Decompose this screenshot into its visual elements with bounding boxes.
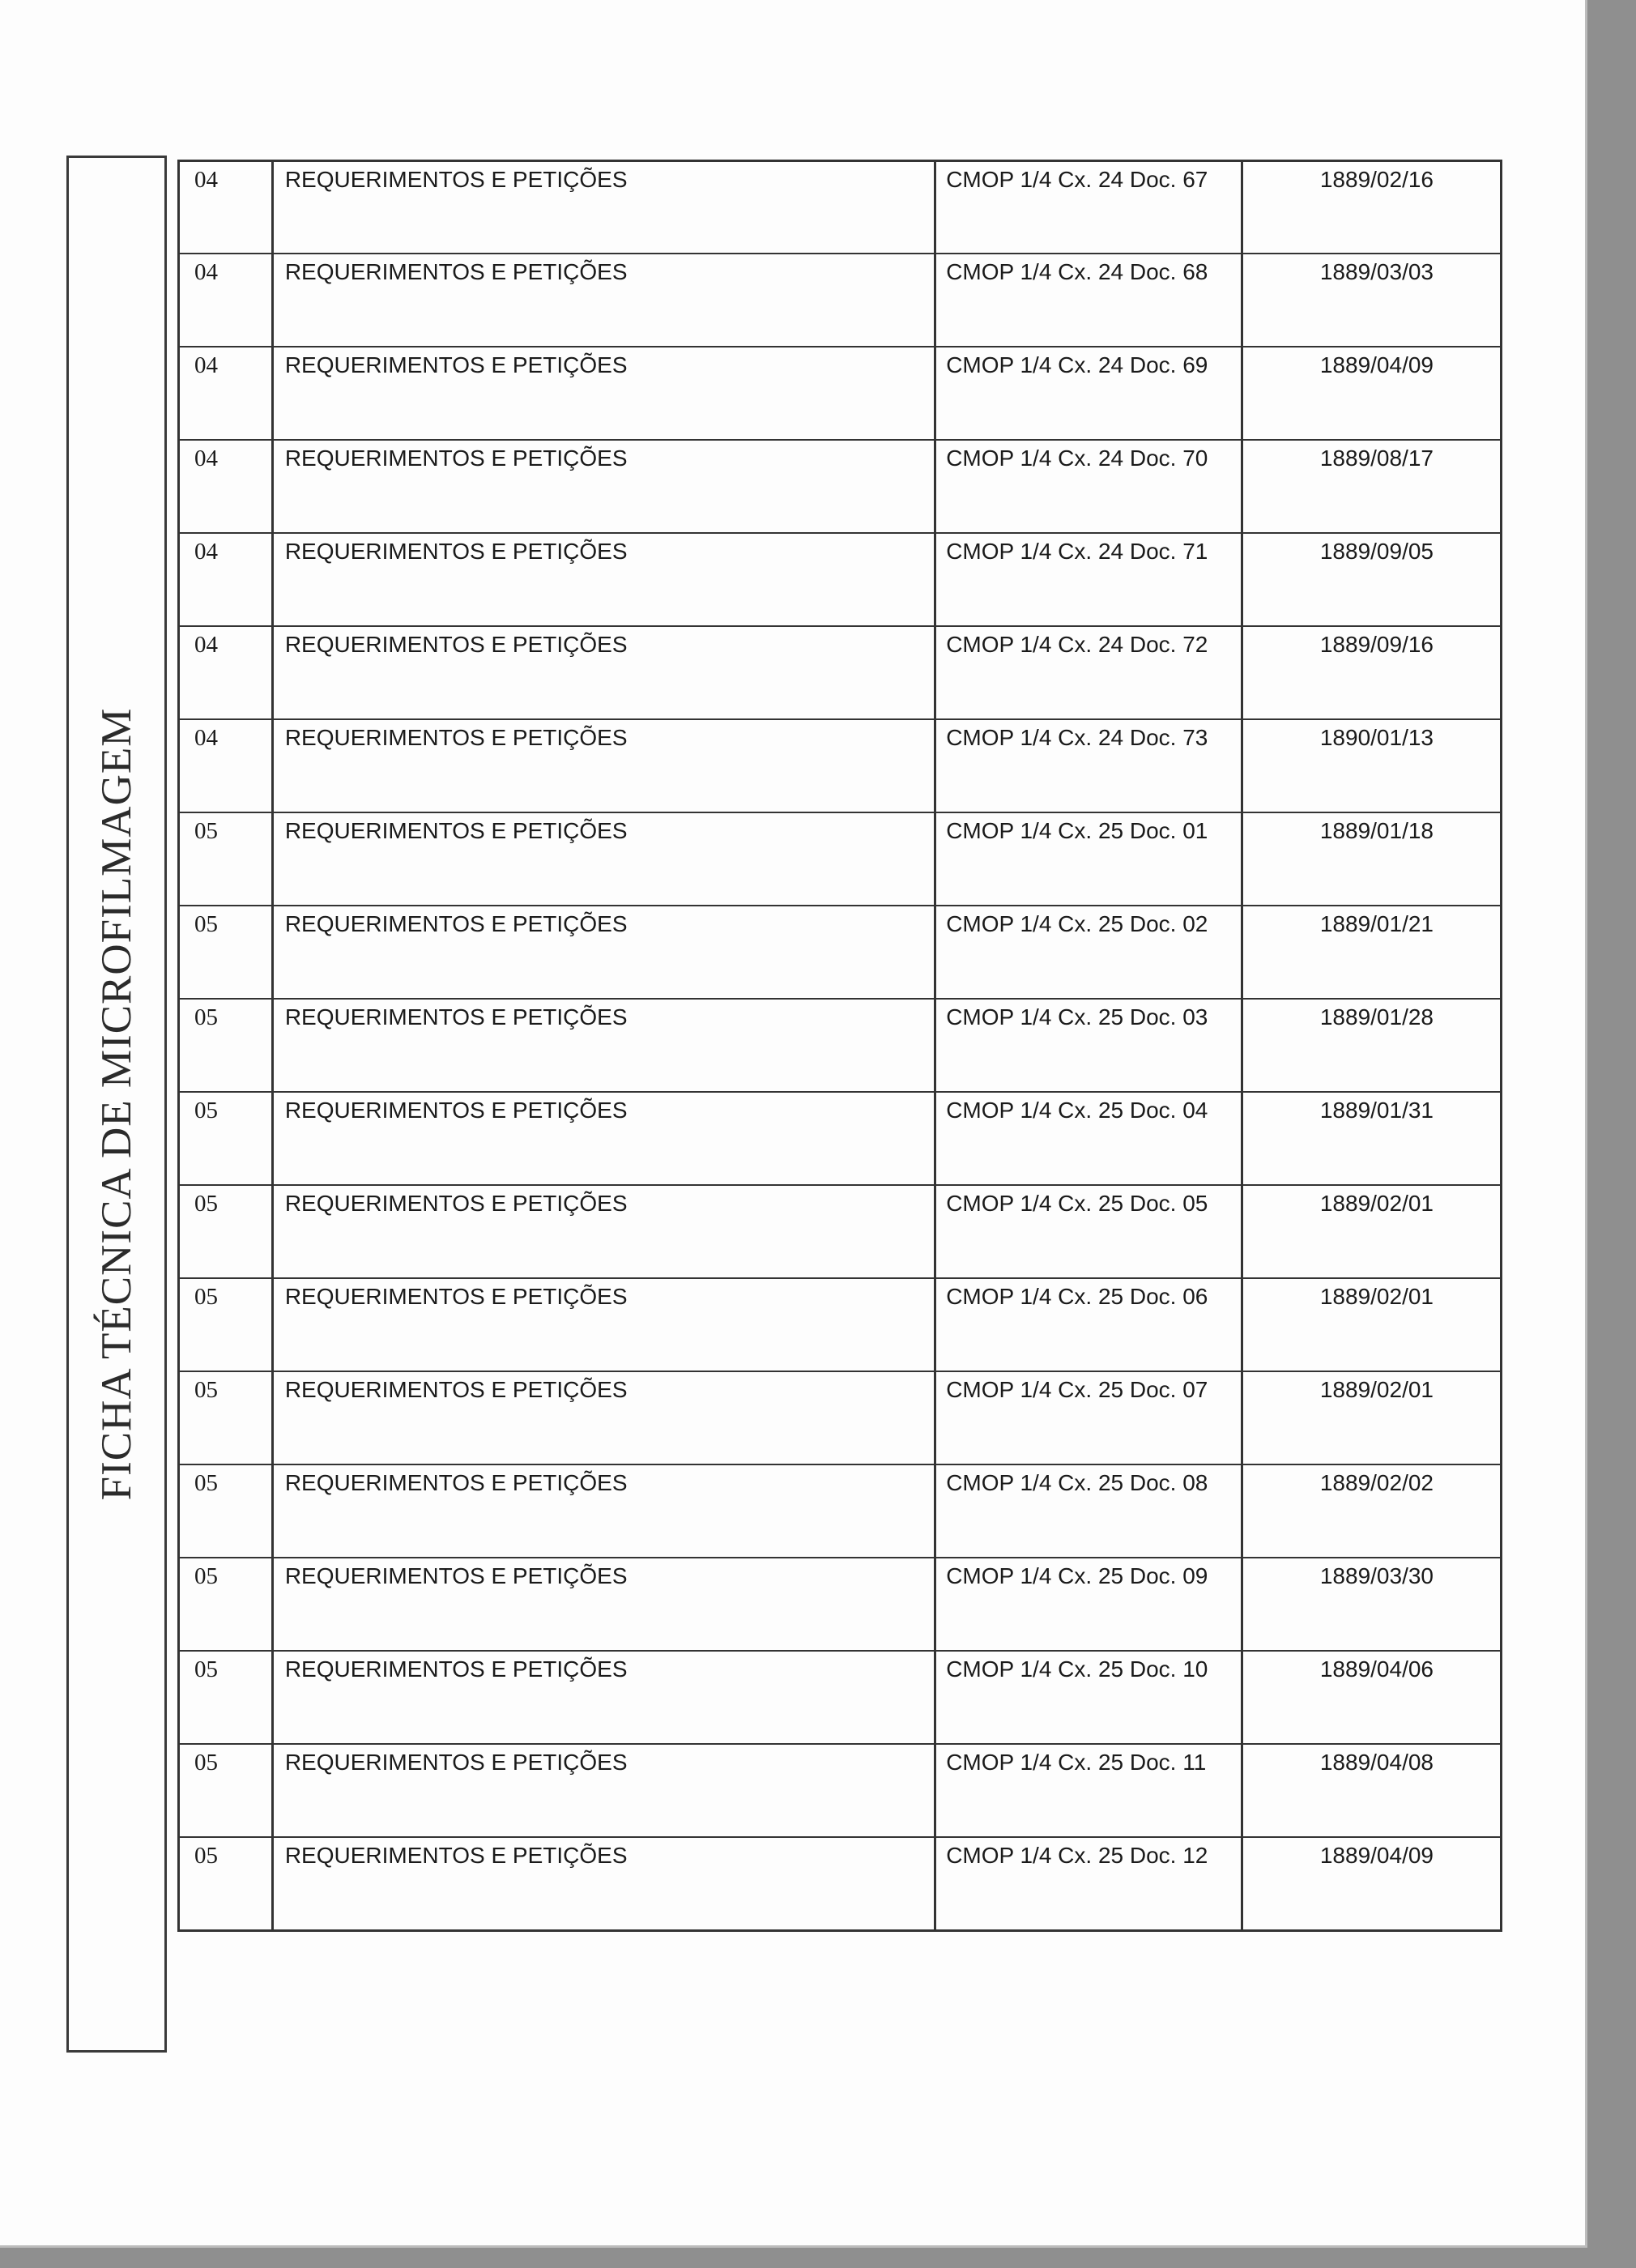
table-row — [177, 1371, 1500, 1464]
table-row — [177, 1184, 1500, 1277]
date-cell: 1889/09/05 — [1241, 532, 1500, 625]
title-cell: REQUERIMENTOS E PETIÇÕES — [271, 1743, 934, 1836]
title-cell: REQUERIMENTOS E PETIÇÕES — [271, 1184, 934, 1277]
title-cell: REQUERIMENTOS E PETIÇÕES — [271, 1464, 934, 1557]
reference-cell: CMOP 1/4 Cx. 25 Doc. 04 — [934, 1091, 1241, 1184]
title-cell: REQUERIMENTOS E PETIÇÕES — [271, 1371, 934, 1464]
table-row — [177, 439, 1500, 532]
table-row — [177, 998, 1500, 1091]
table-row — [177, 1557, 1500, 1650]
title-cell: REQUERIMENTOS E PETIÇÕES — [271, 625, 934, 718]
table-row — [177, 905, 1500, 998]
date-cell: 1889/04/08 — [1241, 1743, 1500, 1836]
title-cell: REQUERIMENTOS E PETIÇÕES — [271, 812, 934, 905]
box-number-cell: 05 — [177, 812, 271, 905]
title-cell: REQUERIMENTOS E PETIÇÕES — [271, 1091, 934, 1184]
date-cell: 1889/01/21 — [1241, 905, 1500, 998]
box-number-cell: 05 — [177, 1743, 271, 1836]
date-cell: 1889/01/31 — [1241, 1091, 1500, 1184]
date-cell: 1889/03/03 — [1241, 253, 1500, 346]
box-number-cell: 05 — [177, 1091, 271, 1184]
box-number-cell: 05 — [177, 1557, 271, 1650]
reference-cell: CMOP 1/4 Cx. 25 Doc. 06 — [934, 1277, 1241, 1371]
table-row — [177, 1464, 1500, 1557]
date-cell: 1889/02/16 — [1241, 160, 1500, 253]
table-row — [177, 253, 1500, 346]
box-number-cell: 04 — [177, 532, 271, 625]
reference-cell: CMOP 1/4 Cx. 24 Doc. 73 — [934, 718, 1241, 812]
box-number-cell: 05 — [177, 905, 271, 998]
date-cell: 1889/04/09 — [1241, 346, 1500, 439]
side-label: FICHA TÉCNICA DE MICROFILMAGEM — [93, 707, 140, 1501]
table-row — [177, 1650, 1500, 1743]
box-number-cell: 04 — [177, 439, 271, 532]
box-number-cell: 05 — [177, 1464, 271, 1557]
date-cell: 1889/01/28 — [1241, 998, 1500, 1091]
reference-cell: CMOP 1/4 Cx. 25 Doc. 01 — [934, 812, 1241, 905]
date-cell: 1889/08/17 — [1241, 439, 1500, 532]
reference-cell: CMOP 1/4 Cx. 25 Doc. 08 — [934, 1464, 1241, 1557]
box-number-cell: 04 — [177, 346, 271, 439]
date-cell: 1889/09/16 — [1241, 625, 1500, 718]
date-cell: 1889/02/01 — [1241, 1184, 1500, 1277]
title-cell: REQUERIMENTOS E PETIÇÕES — [271, 439, 934, 532]
title-cell: REQUERIMENTOS E PETIÇÕES — [271, 718, 934, 812]
box-number-cell: 04 — [177, 625, 271, 718]
table-row — [177, 1277, 1500, 1371]
date-cell: 1889/02/02 — [1241, 1464, 1500, 1557]
date-cell: 1889/03/30 — [1241, 1557, 1500, 1650]
date-cell: 1889/02/01 — [1241, 1371, 1500, 1464]
table-row — [177, 1091, 1500, 1184]
reference-cell: CMOP 1/4 Cx. 25 Doc. 03 — [934, 998, 1241, 1091]
date-cell: 1889/04/06 — [1241, 1650, 1500, 1743]
box-number-cell: 04 — [177, 253, 271, 346]
box-number-cell: 05 — [177, 1650, 271, 1743]
box-number-cell: 04 — [177, 718, 271, 812]
table-row — [177, 812, 1500, 905]
title-cell: REQUERIMENTOS E PETIÇÕES — [271, 905, 934, 998]
title-cell: REQUERIMENTOS E PETIÇÕES — [271, 1557, 934, 1650]
box-number-cell: 05 — [177, 1277, 271, 1371]
box-number-cell: 05 — [177, 1836, 271, 1929]
title-cell: REQUERIMENTOS E PETIÇÕES — [271, 998, 934, 1091]
reference-cell: CMOP 1/4 Cx. 25 Doc. 12 — [934, 1836, 1241, 1929]
title-cell: REQUERIMENTOS E PETIÇÕES — [271, 346, 934, 439]
title-cell: REQUERIMENTOS E PETIÇÕES — [271, 160, 934, 253]
reference-cell: CMOP 1/4 Cx. 25 Doc. 07 — [934, 1371, 1241, 1464]
reference-cell: CMOP 1/4 Cx. 25 Doc. 10 — [934, 1650, 1241, 1743]
table-row — [177, 718, 1500, 812]
reference-cell: CMOP 1/4 Cx. 24 Doc. 71 — [934, 532, 1241, 625]
reference-cell: CMOP 1/4 Cx. 25 Doc. 02 — [934, 905, 1241, 998]
title-cell: REQUERIMENTOS E PETIÇÕES — [271, 1650, 934, 1743]
box-number-cell: 05 — [177, 1371, 271, 1464]
date-cell: 1889/04/09 — [1241, 1836, 1500, 1929]
date-cell: 1889/01/18 — [1241, 812, 1500, 905]
box-number-cell: 05 — [177, 998, 271, 1091]
reference-cell: CMOP 1/4 Cx. 25 Doc. 05 — [934, 1184, 1241, 1277]
reference-cell: CMOP 1/4 Cx. 25 Doc. 11 — [934, 1743, 1241, 1836]
reference-cell: CMOP 1/4 Cx. 24 Doc. 67 — [934, 160, 1241, 253]
table-row — [177, 1836, 1500, 1929]
title-cell: REQUERIMENTOS E PETIÇÕES — [271, 1277, 934, 1371]
records-table — [177, 160, 1502, 1932]
table-row — [177, 532, 1500, 625]
reference-cell: CMOP 1/4 Cx. 24 Doc. 68 — [934, 253, 1241, 346]
table-row — [177, 1743, 1500, 1836]
date-cell: 1889/02/01 — [1241, 1277, 1500, 1371]
table-row — [177, 625, 1500, 718]
title-cell: REQUERIMENTOS E PETIÇÕES — [271, 1836, 934, 1929]
reference-cell: CMOP 1/4 Cx. 25 Doc. 09 — [934, 1557, 1241, 1650]
box-number-cell: 05 — [177, 1184, 271, 1277]
box-number-cell: 04 — [177, 160, 271, 253]
reference-cell: CMOP 1/4 Cx. 24 Doc. 69 — [934, 346, 1241, 439]
reference-cell: CMOP 1/4 Cx. 24 Doc. 70 — [934, 439, 1241, 532]
title-cell: REQUERIMENTOS E PETIÇÕES — [271, 253, 934, 346]
table-row — [177, 346, 1500, 439]
title-cell: REQUERIMENTOS E PETIÇÕES — [271, 532, 934, 625]
reference-cell: CMOP 1/4 Cx. 24 Doc. 72 — [934, 625, 1241, 718]
date-cell: 1890/01/13 — [1241, 718, 1500, 812]
table-row — [177, 160, 1500, 253]
